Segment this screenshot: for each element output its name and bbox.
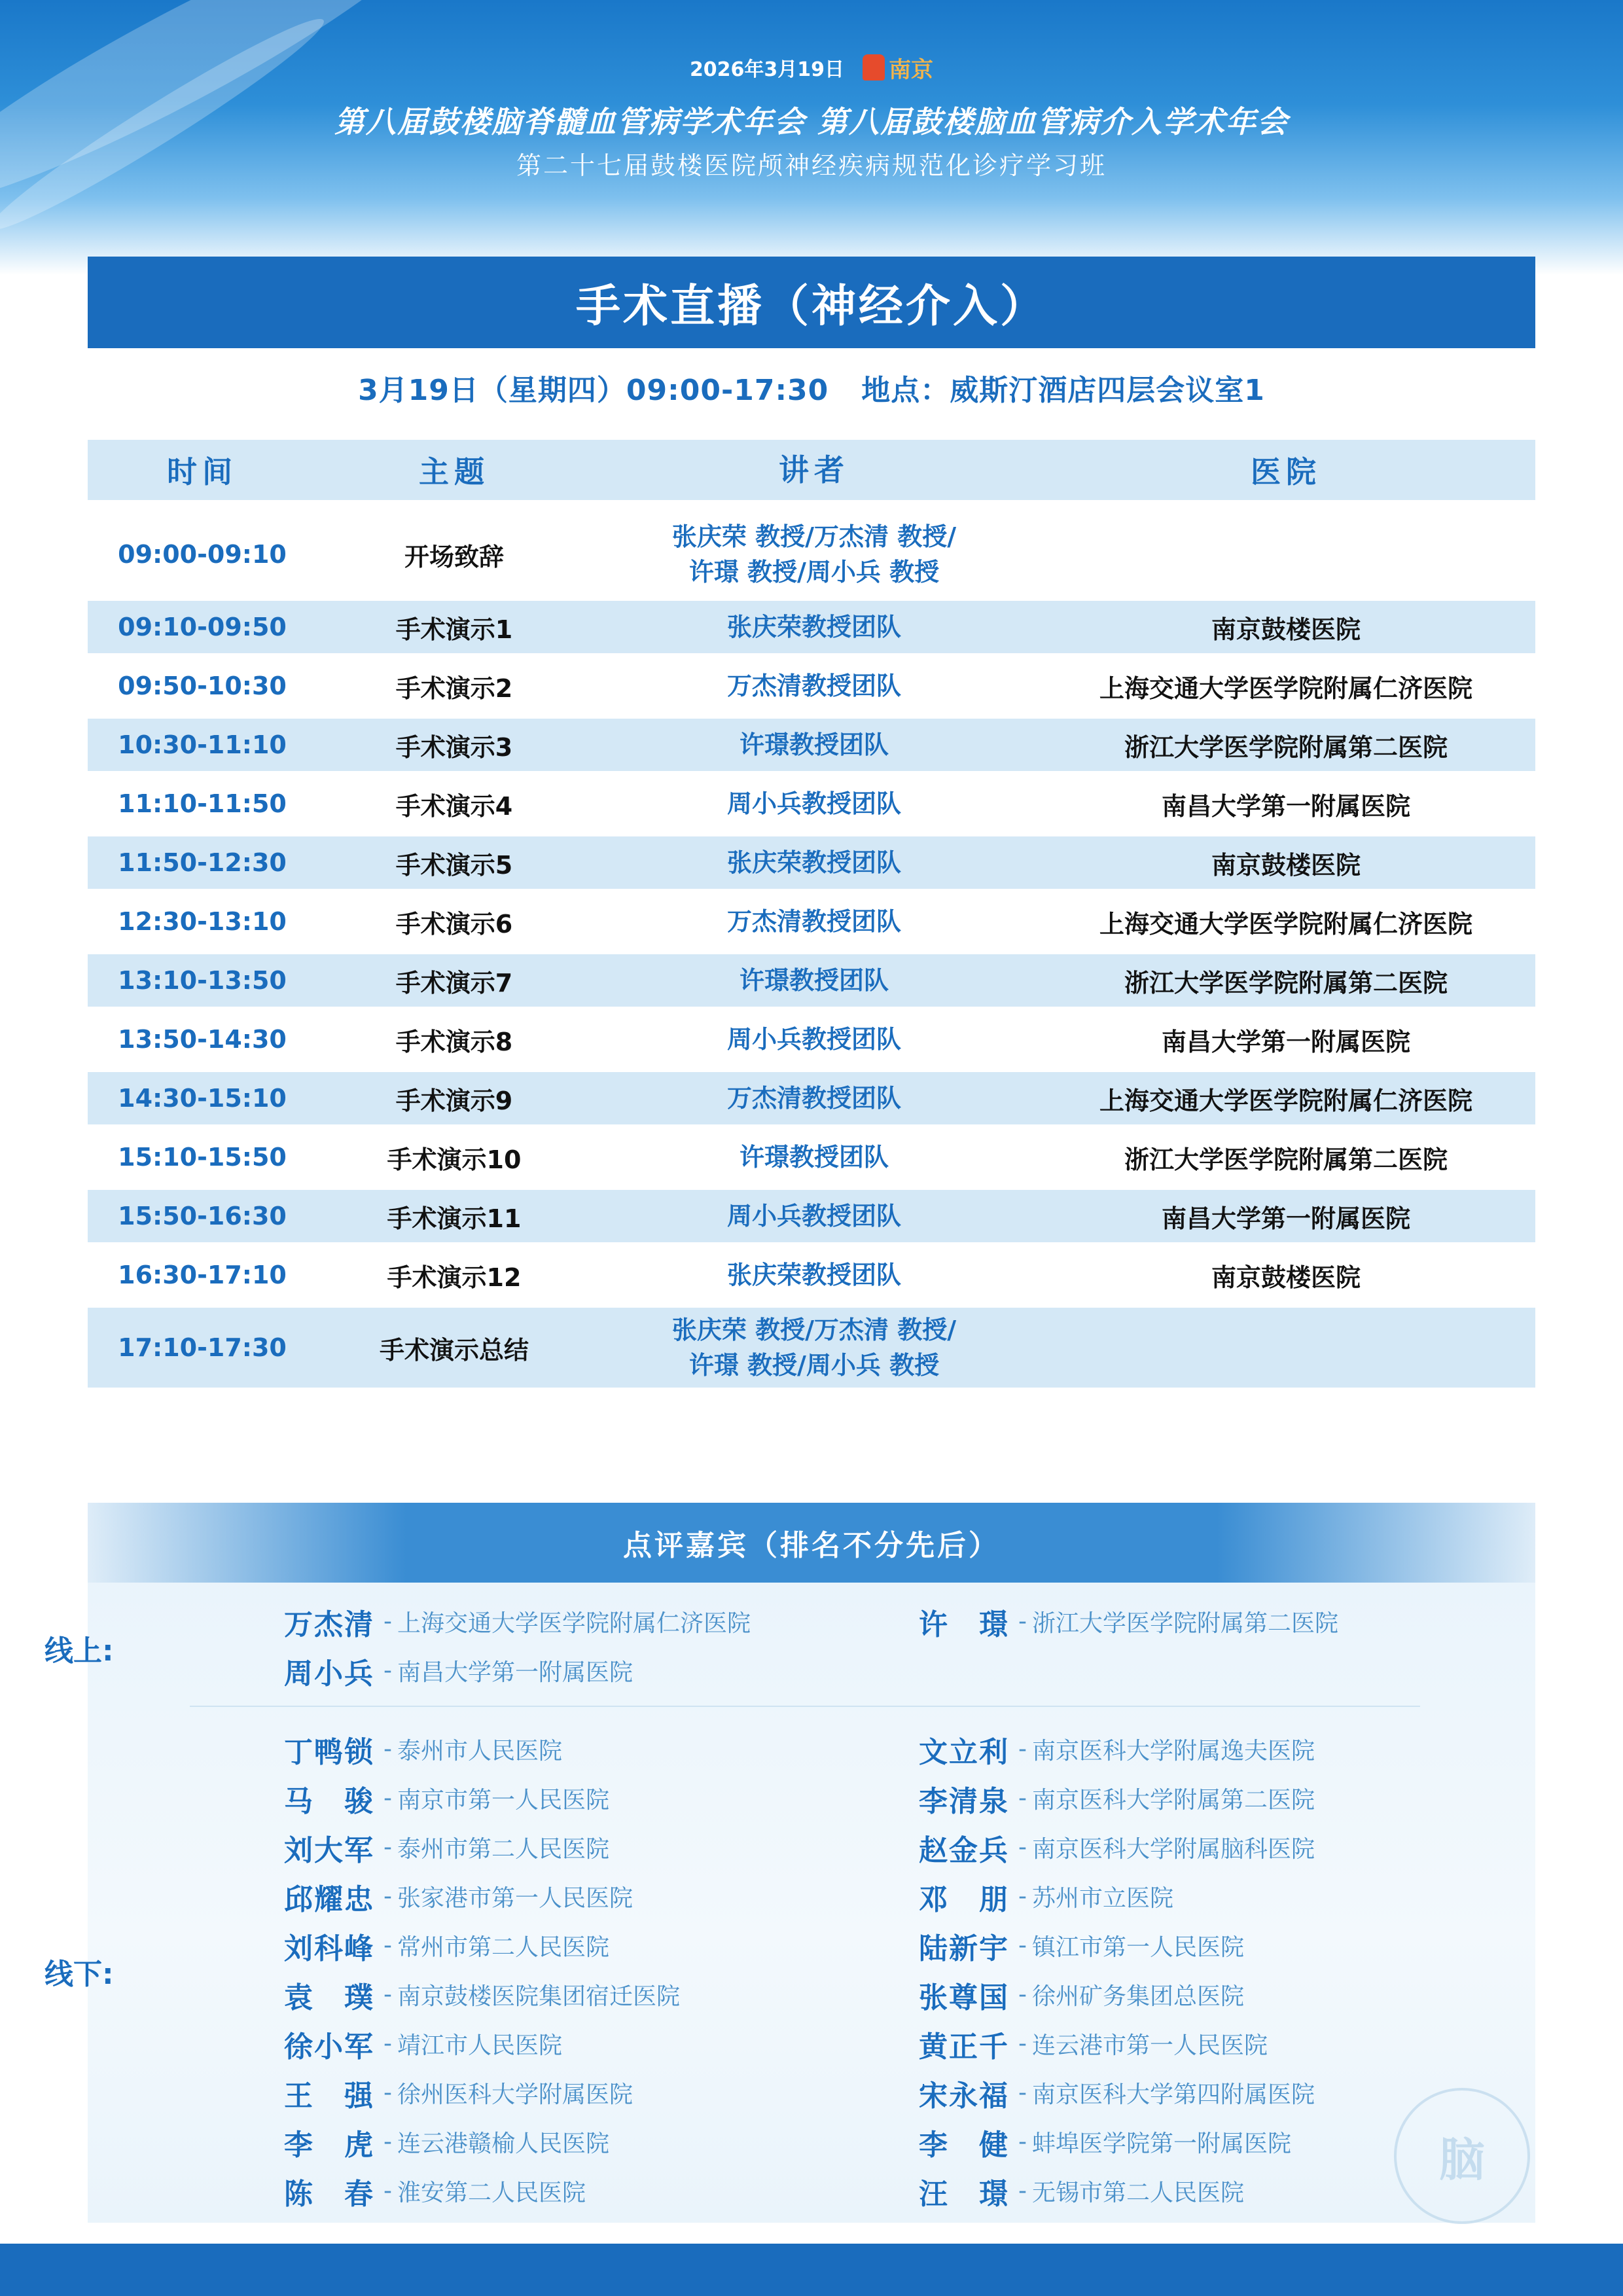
reviewer-item (919, 1774, 1315, 1823)
reviewer-item (284, 1823, 680, 1872)
offline-reviewers-left (284, 1725, 680, 2215)
reviewer-hospital: 浙江大学医学院附属第二医院 (1032, 1610, 1339, 1637)
reviewer-dash: - (1018, 2079, 1027, 2106)
table-row (88, 719, 1535, 771)
reviewer-dash: - (1018, 1736, 1027, 1763)
reviewer-item (284, 1725, 680, 1774)
reviewer-hospital: 徐州医科大学附属医院 (397, 2081, 633, 2108)
row-speaker-line1: 张庆荣 教授/万杰清 教授/ (671, 1316, 957, 1344)
row-hospital: 浙江大学医学院附属第二医院 (1124, 1145, 1448, 1174)
row-speaker-line1: 许璟教授团队 (739, 730, 889, 759)
row-speaker-line1: 许璟教授团队 (739, 1143, 889, 1172)
reviewer-name: 袁 璞 (284, 1981, 374, 2015)
reviewer-item (284, 2117, 680, 2166)
event-date: 2026年3月19日 (689, 58, 845, 81)
reviewer-hospital: 靖江市人民医院 (397, 2032, 563, 2059)
row-topic: 开场致辞 (404, 542, 504, 571)
row-speaker (592, 1257, 1037, 1293)
reviewer-name: 李 健 (919, 2128, 1009, 2162)
reviewer-item (919, 2117, 1315, 2166)
reviewer-dash: - (383, 2128, 392, 2155)
row-hospital: 上海交通大学医学院附属仁济医院 (1099, 909, 1472, 939)
row-time: 13:10-13:50 (118, 966, 287, 995)
reviewer-name: 周小兵 (284, 1657, 374, 1691)
online-reviewers-left (284, 1597, 751, 1695)
watermark-seal: 脑 (1394, 2088, 1530, 2224)
reviewer-dash: - (383, 1736, 392, 1763)
row-time: 14:30-15:10 (118, 1084, 287, 1113)
online-label: 线上: (45, 1634, 114, 1668)
reviewer-item (919, 1872, 1315, 1921)
row-topic: 手术演示11 (387, 1204, 522, 1233)
table-row (88, 1131, 1535, 1183)
table-row (88, 836, 1535, 889)
row-time: 09:10-09:50 (118, 613, 287, 641)
header-hospital: 医院 (1251, 454, 1321, 490)
reviewer-dash: - (1018, 2178, 1027, 2204)
row-time: 13:50-14:30 (118, 1025, 287, 1054)
reviewer-hospital: 蚌埠医学院第一附属医院 (1032, 2130, 1292, 2157)
row-time: 17:10-17:30 (118, 1333, 287, 1362)
reviewer-dash: - (1018, 1834, 1027, 1861)
row-time: 12:30-13:10 (118, 907, 287, 936)
reviewer-item (284, 1921, 680, 1970)
reviewer-item (284, 2068, 680, 2117)
reviewer-hospital: 泰州市第二人民医院 (397, 1836, 610, 1863)
row-hospital: 上海交通大学医学院附属仁济医院 (1099, 673, 1472, 703)
table-row (88, 601, 1535, 653)
footer-bar (0, 2244, 1623, 2296)
city-name: 南京 (889, 56, 934, 83)
reviewer-hospital: 南京市第一人民医院 (397, 1787, 610, 1814)
session-datetime: 3月19日（星期四）09:00-17:30 (358, 374, 829, 407)
reviewer-item (284, 1774, 680, 1823)
reviewer-hospital: 连云港赣榆人民医院 (397, 2130, 610, 2157)
reviewer-item (284, 1646, 751, 1695)
reviewer-dash: - (1018, 1932, 1027, 1959)
row-speaker-line1: 周小兵教授团队 (726, 1025, 901, 1054)
row-speaker-line2: 许璟 教授/周小兵 教授 (688, 558, 940, 586)
row-speaker-line1: 万杰清教授团队 (726, 907, 901, 936)
row-topic: 手术演示6 (395, 909, 513, 939)
row-speaker (592, 609, 1037, 645)
row-time: 11:50-12:30 (118, 848, 287, 877)
table-row (88, 1072, 1535, 1124)
table-row (88, 514, 1535, 594)
reviewer-item (919, 1970, 1315, 2019)
row-topic: 手术演示7 (395, 968, 513, 997)
row-topic: 手术演示3 (395, 732, 513, 762)
reviewer-item (284, 1970, 680, 2019)
reviewer-name: 陈 春 (284, 2177, 374, 2211)
reviewer-hospital: 南京医科大学附属第二医院 (1032, 1787, 1315, 1814)
reviewer-dash: - (1018, 1608, 1027, 1635)
reviewer-name: 马 骏 (284, 1784, 374, 1818)
reviewer-dash: - (383, 1981, 392, 2008)
row-speaker-line1: 周小兵教授团队 (726, 789, 901, 818)
reviewer-hospital: 南京医科大学附属逸夫医院 (1032, 1738, 1315, 1765)
reviewer-item (919, 1725, 1315, 1774)
row-time: 11:10-11:50 (118, 789, 287, 818)
header-time: 时间 (167, 454, 238, 490)
row-hospital: 上海交通大学医学院附属仁济医院 (1099, 1086, 1472, 1115)
reviewer-hospital: 连云港市第一人民医院 (1032, 2032, 1268, 2059)
row-hospital: 南昌大学第一附属医院 (1161, 791, 1410, 821)
reviewer-dash: - (383, 2030, 392, 2057)
table-row (88, 1190, 1535, 1242)
city-emblem-icon (863, 54, 885, 81)
reviewer-dash: - (383, 1932, 392, 1959)
reviewer-name: 刘大军 (284, 1833, 374, 1867)
reviewer-name: 万杰清 (284, 1607, 374, 1641)
reviewer-dash: - (1018, 2128, 1027, 2155)
row-topic: 手术演示4 (395, 791, 513, 821)
reviewer-hospital: 无锡市第二人民医院 (1032, 2179, 1245, 2206)
reviewer-name: 宋永福 (919, 2079, 1009, 2113)
reviewer-dash: - (383, 1657, 392, 1684)
reviewer-name: 丁鸭锁 (284, 1735, 374, 1769)
reviewers-divider (190, 1706, 1420, 1707)
reviewer-item (919, 2068, 1315, 2117)
row-topic: 手术演示9 (395, 1086, 513, 1115)
row-speaker (592, 786, 1037, 821)
row-speaker-line1: 张庆荣教授团队 (726, 1261, 901, 1289)
reviewer-dash: - (383, 2178, 392, 2204)
row-topic: 手术演示1 (395, 615, 513, 644)
reviewer-item (284, 1597, 751, 1646)
reviewer-hospital: 淮安第二人民医院 (397, 2179, 586, 2206)
reviewer-name: 陆新宇 (919, 1931, 1009, 1965)
row-hospital: 南京鼓楼医院 (1211, 1263, 1361, 1292)
table-row (88, 954, 1535, 1007)
table-body (88, 514, 1535, 1388)
table-row (88, 1013, 1535, 1066)
reviewer-name: 赵金兵 (919, 1833, 1009, 1867)
row-hospital: 浙江大学医学院附属第二医院 (1124, 968, 1448, 997)
table-row (88, 895, 1535, 948)
reviewer-hospital: 南昌大学第一附属医院 (397, 1659, 633, 1686)
reviewer-name: 徐小军 (284, 2030, 374, 2064)
row-speaker-line1: 万杰清教授团队 (726, 1084, 901, 1113)
reviewer-name: 许 璟 (919, 1607, 1009, 1641)
row-speaker (592, 1139, 1037, 1175)
reviewer-name: 张尊国 (919, 1981, 1009, 2015)
row-speaker (592, 1312, 1037, 1383)
reviewer-item (919, 2166, 1315, 2215)
row-hospital: 南昌大学第一附属医院 (1161, 1204, 1410, 1233)
table-row (88, 1249, 1535, 1301)
row-speaker (592, 668, 1037, 704)
header-banner (0, 0, 1623, 275)
reviewer-dash: - (383, 1785, 392, 1812)
reviewer-item (919, 1921, 1315, 1970)
reviewer-hospital: 徐州矿务集团总医院 (1032, 1983, 1245, 2010)
reviewer-name: 王 强 (284, 2079, 374, 2113)
row-speaker-line1: 张庆荣教授团队 (726, 613, 901, 641)
reviewer-item (284, 2019, 680, 2068)
row-time: 16:30-17:10 (118, 1261, 287, 1289)
table-row (88, 1308, 1535, 1388)
reviewer-item (919, 2019, 1315, 2068)
row-speaker (592, 1198, 1037, 1234)
row-hospital: 浙江大学医学院附属第二医院 (1124, 732, 1448, 762)
reviewers-title: 点评嘉宾（排名不分先后） (88, 1503, 1535, 1583)
online-reviewers-right (919, 1597, 1338, 1646)
row-speaker-line1: 许璟教授团队 (739, 966, 889, 995)
reviewer-name: 文立利 (919, 1735, 1009, 1769)
reviewer-item (919, 1597, 1338, 1646)
reviewer-dash: - (383, 2079, 392, 2106)
reviewer-name: 汪 璟 (919, 2177, 1009, 2211)
reviewer-item (919, 1823, 1315, 1872)
reviewer-dash: - (1018, 1883, 1027, 1910)
session-venue: 地点：威斯汀酒店四层会议室1 (861, 374, 1265, 407)
reviewer-dash: - (1018, 2030, 1027, 2057)
row-topic: 手术演示2 (395, 673, 513, 703)
table-header (88, 440, 1535, 500)
row-speaker (592, 904, 1037, 939)
header-topic: 主题 (419, 454, 490, 490)
row-hospital: 南京鼓楼医院 (1211, 850, 1361, 880)
row-time: 10:30-11:10 (118, 730, 287, 759)
header-date-row (0, 51, 1623, 84)
row-time: 15:10-15:50 (118, 1143, 287, 1172)
reviewer-dash: - (1018, 1981, 1027, 2008)
row-hospital: 南京鼓楼医院 (1211, 615, 1361, 644)
row-speaker (592, 1022, 1037, 1057)
reviewer-name: 刘科峰 (284, 1931, 374, 1965)
reviewer-item (284, 2166, 680, 2215)
schedule-table (88, 440, 1535, 1388)
city-logo (863, 52, 933, 84)
reviewer-name: 李清泉 (919, 1784, 1009, 1818)
table-row (88, 660, 1535, 712)
reviewer-dash: - (383, 1608, 392, 1635)
reviewer-hospital: 常州市第二人民医院 (397, 1934, 610, 1961)
table-row (88, 778, 1535, 830)
row-speaker (592, 845, 1037, 880)
row-speaker-line1: 周小兵教授团队 (726, 1202, 901, 1230)
row-topic: 手术演示5 (395, 850, 513, 880)
row-topic: 手术演示8 (395, 1027, 513, 1056)
header-speaker: 讲者 (779, 452, 849, 488)
reviewer-hospital: 苏州市立医院 (1032, 1885, 1174, 1912)
row-topic: 手术演示12 (387, 1263, 522, 1292)
row-topic: 手术演示总结 (379, 1335, 529, 1365)
session-info (88, 367, 1535, 408)
reviewer-name: 李 虎 (284, 2128, 374, 2162)
row-hospital: 南昌大学第一附属医院 (1161, 1027, 1410, 1056)
reviewer-hospital: 上海交通大学医学院附属仁济医院 (397, 1610, 751, 1637)
reviewer-hospital: 南京医科大学附属脑科医院 (1032, 1836, 1315, 1863)
row-time: 09:00-09:10 (118, 540, 287, 569)
row-speaker-line2: 许璟 教授/周小兵 教授 (688, 1351, 940, 1380)
reviewer-item (284, 1872, 680, 1921)
reviewer-dash: - (1018, 1785, 1027, 1812)
row-speaker (592, 1081, 1037, 1116)
reviewer-name: 黄正千 (919, 2030, 1009, 2064)
reviewer-name: 邱耀忠 (284, 1882, 374, 1916)
row-topic: 手术演示10 (387, 1145, 522, 1174)
course-title: 第二十七届鼓楼医院颅神经疾病规范化诊疗学习班 (516, 151, 1107, 180)
row-speaker (592, 519, 1037, 590)
row-speaker (592, 727, 1037, 762)
reviewer-hospital: 南京医科大学第四附属医院 (1032, 2081, 1315, 2108)
reviewer-name: 邓 朋 (919, 1882, 1009, 1916)
reviewer-dash: - (383, 1883, 392, 1910)
row-speaker-line1: 万杰清教授团队 (726, 672, 901, 700)
row-time: 09:50-10:30 (118, 672, 287, 700)
row-speaker (592, 963, 1037, 998)
reviewer-hospital: 南京鼓楼医院集团宿迁医院 (397, 1983, 681, 2010)
row-time: 15:50-16:30 (118, 1202, 287, 1230)
offline-label: 线下: (45, 1958, 114, 1991)
offline-reviewers-right (919, 1725, 1315, 2215)
reviewer-hospital: 泰州市人民医院 (397, 1738, 563, 1765)
row-speaker-line1: 张庆荣教授团队 (726, 848, 901, 877)
reviewer-hospital: 张家港市第一人民医院 (397, 1885, 633, 1912)
conference-title: 第八届鼓楼脑脊髓血管病学术年会 第八届鼓楼脑血管病介入学术年会 (334, 104, 1289, 139)
reviewer-hospital: 镇江市第一人民医院 (1032, 1934, 1245, 1961)
reviewer-dash: - (383, 1834, 392, 1861)
section-title: 手术直播（神经介入） (88, 257, 1535, 348)
row-speaker-line1: 张庆荣 教授/万杰清 教授/ (671, 522, 957, 551)
